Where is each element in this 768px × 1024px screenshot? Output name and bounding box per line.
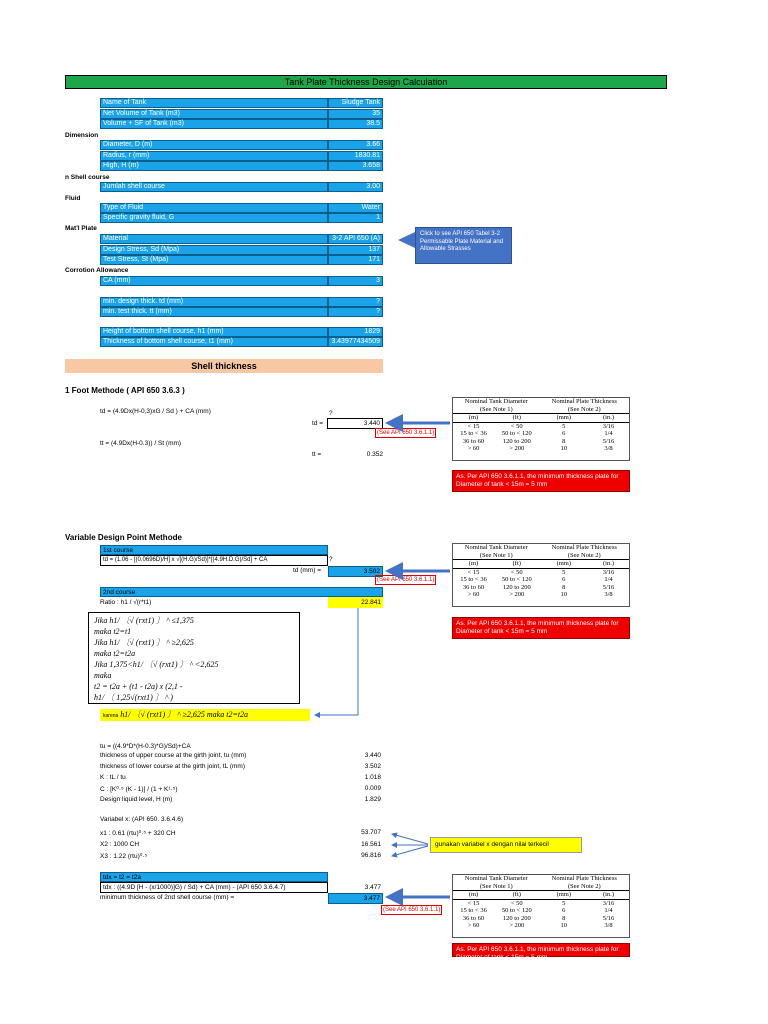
fluid-label: Fluid bbox=[65, 195, 81, 202]
x-row-label: x1 : 0.61 (rtu)⁰·⁵ + 320 CH bbox=[100, 830, 176, 837]
ratio-to-karena-arrow bbox=[315, 608, 358, 715]
formula-line: maka t2=t2a bbox=[94, 649, 136, 658]
variable-row-label: thickness of lower course at the girth joint, tL (mm) bbox=[100, 763, 245, 770]
x-row-value: 53.707 bbox=[361, 829, 381, 836]
variable-row-value: 3.502 bbox=[364, 763, 381, 770]
table-cell: 6 bbox=[562, 576, 566, 583]
table-cell: > 60 bbox=[467, 445, 480, 452]
table-cell: 10 bbox=[560, 445, 568, 452]
table-cell: 5/16 bbox=[602, 583, 615, 591]
note-arrow-shape bbox=[398, 232, 415, 248]
formula-line: h1/ 〔 1,25√(rxt1) 〕 ^ ) bbox=[94, 693, 173, 702]
variable-row-label: Design liquid level, H (m) bbox=[100, 796, 173, 803]
tdx-formula: tdx : ((4.9D [H - (x/1000)]G) / Sd) + CA (mm) - (API 650 3.6.4.7) bbox=[100, 882, 328, 893]
input-value[interactable]: Water bbox=[328, 203, 383, 213]
input-label: min. design thick. td (mm) bbox=[100, 297, 328, 307]
table-cell: < 15 bbox=[467, 568, 480, 576]
table-cell: 1/4 bbox=[604, 907, 613, 914]
td-mm-value: 3.502 bbox=[328, 566, 383, 577]
table-cell: 1/4 bbox=[604, 576, 613, 583]
table-cell: 5 bbox=[562, 899, 566, 907]
formula-line: t2 = t2a + (t1 - t2a) x (2,1 - bbox=[94, 682, 183, 691]
input-value[interactable]: 3.66 bbox=[328, 140, 383, 150]
tt-label: tt = bbox=[312, 451, 322, 458]
table-cell: 15 to < 36 bbox=[460, 430, 487, 437]
table-cell: 36 to 60 bbox=[462, 583, 485, 591]
table-subheader: (See Note 1) bbox=[479, 882, 513, 890]
table-header: Nominal Tank Diameter bbox=[464, 398, 528, 405]
table-unit: (m) bbox=[453, 414, 494, 423]
td-label: td = bbox=[312, 420, 324, 427]
tdx-eq-bar: tdx = t2 = t2a bbox=[100, 872, 328, 882]
table-cell: < 50 bbox=[510, 899, 523, 907]
min-thickness-note-1: As. Per API 650 3.6.1.1, the minimum thickness plate for Diameter of tank < 15m = 5 mm bbox=[452, 470, 630, 492]
table-cell: 36 to 60 bbox=[462, 914, 485, 922]
gunakan-arrow-1 bbox=[392, 834, 428, 844]
input-value[interactable]: 3.00 bbox=[328, 182, 383, 192]
td-ref-link[interactable]: (See API 650 3.6.1.1) bbox=[377, 430, 435, 436]
table-unit: (in.) bbox=[588, 891, 629, 900]
table-subheader: (See Note 2) bbox=[567, 882, 601, 890]
input-label: Diameter, D (m) bbox=[100, 140, 328, 150]
table-unit: (mm) bbox=[540, 414, 589, 423]
table-cell: 3/8 bbox=[604, 591, 613, 598]
input-value[interactable]: Sludge Tank bbox=[328, 98, 383, 108]
gunakan-arrow-3 bbox=[392, 846, 428, 856]
input-label: Height of bottom shell course, h1 (mm) bbox=[100, 327, 328, 337]
input-label: Net Volume of Tank (m3) bbox=[100, 109, 328, 119]
second-course-bar: 2nd course bbox=[100, 587, 383, 597]
variable-row-value: 0.009 bbox=[364, 785, 381, 792]
table-unit: (m) bbox=[453, 891, 494, 900]
input-value[interactable]: ? bbox=[328, 307, 383, 317]
min-thickness-note-2: As. Per API 650 3.6.1.1, the minimum thickness plate for Diameter of tank < 15m = 5 mm bbox=[452, 617, 630, 639]
input-label: Thickness of bottom shell course, t1 (mm) bbox=[100, 337, 328, 347]
table-cell: > 200 bbox=[509, 445, 525, 452]
input-label: CA (mm) bbox=[100, 276, 328, 286]
variable-heading: Variable Design Point Methode bbox=[65, 533, 182, 542]
input-value[interactable]: 38.5 bbox=[328, 119, 383, 129]
table-unit: (ft) bbox=[494, 414, 539, 423]
x-row-label: X3 : 1.22 (rtu)⁰·⁵ bbox=[100, 853, 148, 860]
table-cell: 1/4 bbox=[604, 430, 613, 437]
min2-label: minimum thickness of 2nd shell course (mm) = bbox=[100, 894, 235, 901]
table-cell: < 15 bbox=[467, 422, 480, 430]
table-cell: 3/16 bbox=[602, 422, 615, 430]
input-value[interactable]: 137 bbox=[328, 245, 383, 255]
variable-row-value: 1.829 bbox=[364, 796, 381, 803]
table-cell: 5 bbox=[562, 422, 566, 430]
table-cell: 120 to 200 bbox=[502, 583, 531, 591]
td-mm-label: td (mm) = bbox=[293, 567, 321, 574]
input-label: Volume + SF of Tank (m3) bbox=[100, 119, 328, 129]
gunakan-note: gunakan variabel x dengan nilai terkecil bbox=[430, 837, 582, 853]
input-label: Jumlah shell course bbox=[100, 182, 328, 192]
variable-td-formula: td = (1.06 - [(0.0696D)/H] x √[(H.G)/Sd)]*[(4.9H.D.G)/Sd] + CA bbox=[100, 555, 328, 566]
one-foot-heading: 1 Foot Methode ( API 650 3.6.3 ) bbox=[65, 386, 185, 395]
table-header: Nominal Plate Thickness bbox=[551, 875, 617, 882]
input-value[interactable]: 1 bbox=[328, 213, 383, 223]
input-value[interactable]: ? bbox=[328, 297, 383, 307]
table-subheader: (See Note 2) bbox=[567, 551, 601, 559]
input-label: Design Stress, Sd (Mpa) bbox=[100, 245, 328, 255]
shell-thickness-header: Shell thickness bbox=[65, 359, 383, 373]
formula-line: Jika 1,375<h1/ 〔√ (rxt1) 〕 ^ <2,625 bbox=[94, 660, 219, 669]
variable-row-label: K : tL / tu bbox=[100, 774, 126, 781]
table-cell: 120 to 200 bbox=[502, 914, 531, 922]
input-label: Type of Fluid bbox=[100, 203, 328, 213]
table-cell: 50 to < 120 bbox=[501, 907, 532, 914]
table-cell: 10 bbox=[560, 591, 568, 598]
x-row-value: 96.816 bbox=[361, 852, 381, 859]
input-value[interactable]: 1830.81 bbox=[328, 151, 383, 161]
table-cell: 50 to < 120 bbox=[501, 430, 532, 437]
formula-line: Jika h1/ 〔√ (rxt1) 〕 ^ ≤1,375 bbox=[94, 616, 194, 625]
table-subheader: (See Note 1) bbox=[479, 551, 513, 559]
input-value[interactable]: 3.43977434509 bbox=[328, 337, 383, 347]
table-cell: 10 bbox=[560, 922, 568, 929]
table-cell: 8 bbox=[562, 437, 566, 445]
karena-text: h1/ 〔√ (rxt1) 〕 ^ ≥2,625 maka t2=t2a bbox=[120, 710, 249, 719]
table-unit: (mm) bbox=[540, 891, 589, 900]
x-row-value: 16.561 bbox=[361, 841, 381, 848]
table-cell: 15 to < 36 bbox=[460, 576, 487, 583]
input-value[interactable]: 3 bbox=[328, 276, 383, 286]
td-formula: td = (4.9Dx(H-0,3)xG / Sd ) + CA (mm) bbox=[100, 408, 211, 415]
variable-q-mark: ? bbox=[329, 556, 333, 563]
table-cell: 15 to < 36 bbox=[460, 907, 487, 914]
input-label: Test Stress, St (Mpa) bbox=[100, 255, 328, 265]
plate-label: Mat'l Plate bbox=[65, 225, 97, 232]
table-unit: (ft) bbox=[494, 891, 539, 900]
tu-formula: tu = ((4.9*D*(H-0.3)*G)/Sd)+CA bbox=[100, 743, 191, 750]
ratio-label: Ratio : h1 / √(r*t1) bbox=[100, 599, 152, 606]
input-value[interactable]: 171 bbox=[328, 255, 383, 265]
table-cell: 6 bbox=[562, 430, 566, 437]
input-value[interactable]: 3-2 API 650 (A) bbox=[328, 234, 383, 244]
tt-formula: tt = (4.9Dx(H-0.3)) / St (mm) bbox=[100, 440, 182, 447]
input-label: Radius, r (mm) bbox=[100, 151, 328, 161]
table-cell: 120 to 200 bbox=[502, 437, 531, 445]
dimension-label: Dimension bbox=[65, 132, 99, 139]
input-label: Specific gravity fluid, G bbox=[100, 213, 328, 223]
table-header: Nominal Tank Diameter bbox=[464, 544, 528, 551]
table-cell: 5/16 bbox=[602, 914, 615, 922]
table-header: Nominal Plate Thickness bbox=[551, 544, 617, 551]
table-cell: 3/16 bbox=[602, 899, 615, 907]
table-cell: > 60 bbox=[467, 591, 480, 598]
table-unit: (mm) bbox=[540, 560, 589, 569]
input-value[interactable]: 35 bbox=[328, 109, 383, 119]
table-unit: (m) bbox=[453, 560, 494, 569]
table-header: Nominal Tank Diameter bbox=[464, 875, 528, 882]
variable-row-value: 3.440 bbox=[364, 752, 381, 759]
corrosion-label: Corrotion Allowance bbox=[65, 267, 129, 274]
table-cell: 6 bbox=[562, 907, 566, 914]
input-label: Material bbox=[100, 234, 328, 244]
variable-row-value: 1.018 bbox=[364, 774, 381, 781]
td-q-mark: ? bbox=[329, 410, 333, 417]
table-cell: 36 to 60 bbox=[462, 437, 485, 445]
tt-value: 0.352 bbox=[366, 451, 383, 458]
table-unit: (ft) bbox=[494, 560, 539, 569]
table-cell: < 50 bbox=[510, 422, 523, 430]
table-cell: 3/8 bbox=[604, 922, 613, 929]
table-cell: < 50 bbox=[510, 568, 523, 576]
input-label: Name of Tank bbox=[100, 98, 328, 108]
td-mm-ref-link[interactable]: (See API 650 3.6.1.1) bbox=[377, 577, 435, 583]
table-cell: > 200 bbox=[509, 922, 525, 929]
api-table-note-button[interactable]: Click to see API 650 Tabel 3-2 Permissable Plate Material and Allowable Strasses bbox=[415, 227, 512, 264]
table-header: Nominal Plate Thickness bbox=[551, 398, 617, 405]
table-unit: (in.) bbox=[588, 560, 629, 569]
first-course-bar: 1st course bbox=[100, 545, 328, 555]
variable-row-label: thickness of upper course at the girth joint, tu (mm) bbox=[100, 752, 247, 759]
sheet-title: Tank Plate Thickness Design Calculation bbox=[65, 75, 667, 89]
table-cell: 3/16 bbox=[602, 568, 615, 576]
shell-course-label: n Shell course bbox=[65, 174, 110, 181]
tdx-value: 3.477 bbox=[364, 884, 381, 891]
table-cell: 8 bbox=[562, 583, 566, 591]
min-thickness-note-3: As. Per API 650 3.6.1.1, the minimum thickness plate for Diameter of tank < 15m = 5 mm bbox=[452, 943, 630, 957]
table-cell: 8 bbox=[562, 914, 566, 922]
input-label: High, H (m) bbox=[100, 161, 328, 171]
table-subheader: (See Note 1) bbox=[479, 405, 513, 413]
input-label: min. test thick. tt (mm) bbox=[100, 307, 328, 317]
table-cell: 50 to < 120 bbox=[501, 576, 532, 583]
table-cell: < 15 bbox=[467, 899, 480, 907]
ratio-value: 22.841 bbox=[328, 597, 383, 608]
table-cell: > 60 bbox=[467, 922, 480, 929]
table-cell: 3/8 bbox=[604, 445, 613, 452]
table-subheader: (See Note 2) bbox=[567, 405, 601, 413]
min2-value: 3.477 bbox=[328, 893, 383, 904]
formula-line: Jika h1/ 〔√ (rxt1) 〕 ^ ≥2,625 bbox=[94, 638, 194, 647]
x-row-label: X2 : 1000 CH bbox=[100, 841, 140, 848]
table-cell: 5 bbox=[562, 568, 566, 576]
formula-line: maka t2=t1 bbox=[94, 627, 132, 636]
td-value: 3.440 bbox=[327, 418, 383, 429]
min2-ref-link[interactable]: (See API 650 3.6.1.1) bbox=[383, 907, 441, 913]
variable-row-label: C : [K⁰·⁵ (K - 1)] / (1 + K¹·⁵) bbox=[100, 786, 178, 793]
variable-x-label: Variabel x: (API 650. 3.6.4.6) bbox=[100, 816, 183, 823]
input-value[interactable]: 3.658 bbox=[328, 161, 383, 171]
formula-line: maka bbox=[94, 671, 112, 680]
karena-small: karena bbox=[103, 713, 119, 719]
table-cell: > 200 bbox=[509, 591, 525, 598]
table-unit: (in.) bbox=[588, 414, 629, 423]
table-cell: 5/16 bbox=[602, 437, 615, 445]
input-value[interactable]: 1829 bbox=[328, 327, 383, 337]
